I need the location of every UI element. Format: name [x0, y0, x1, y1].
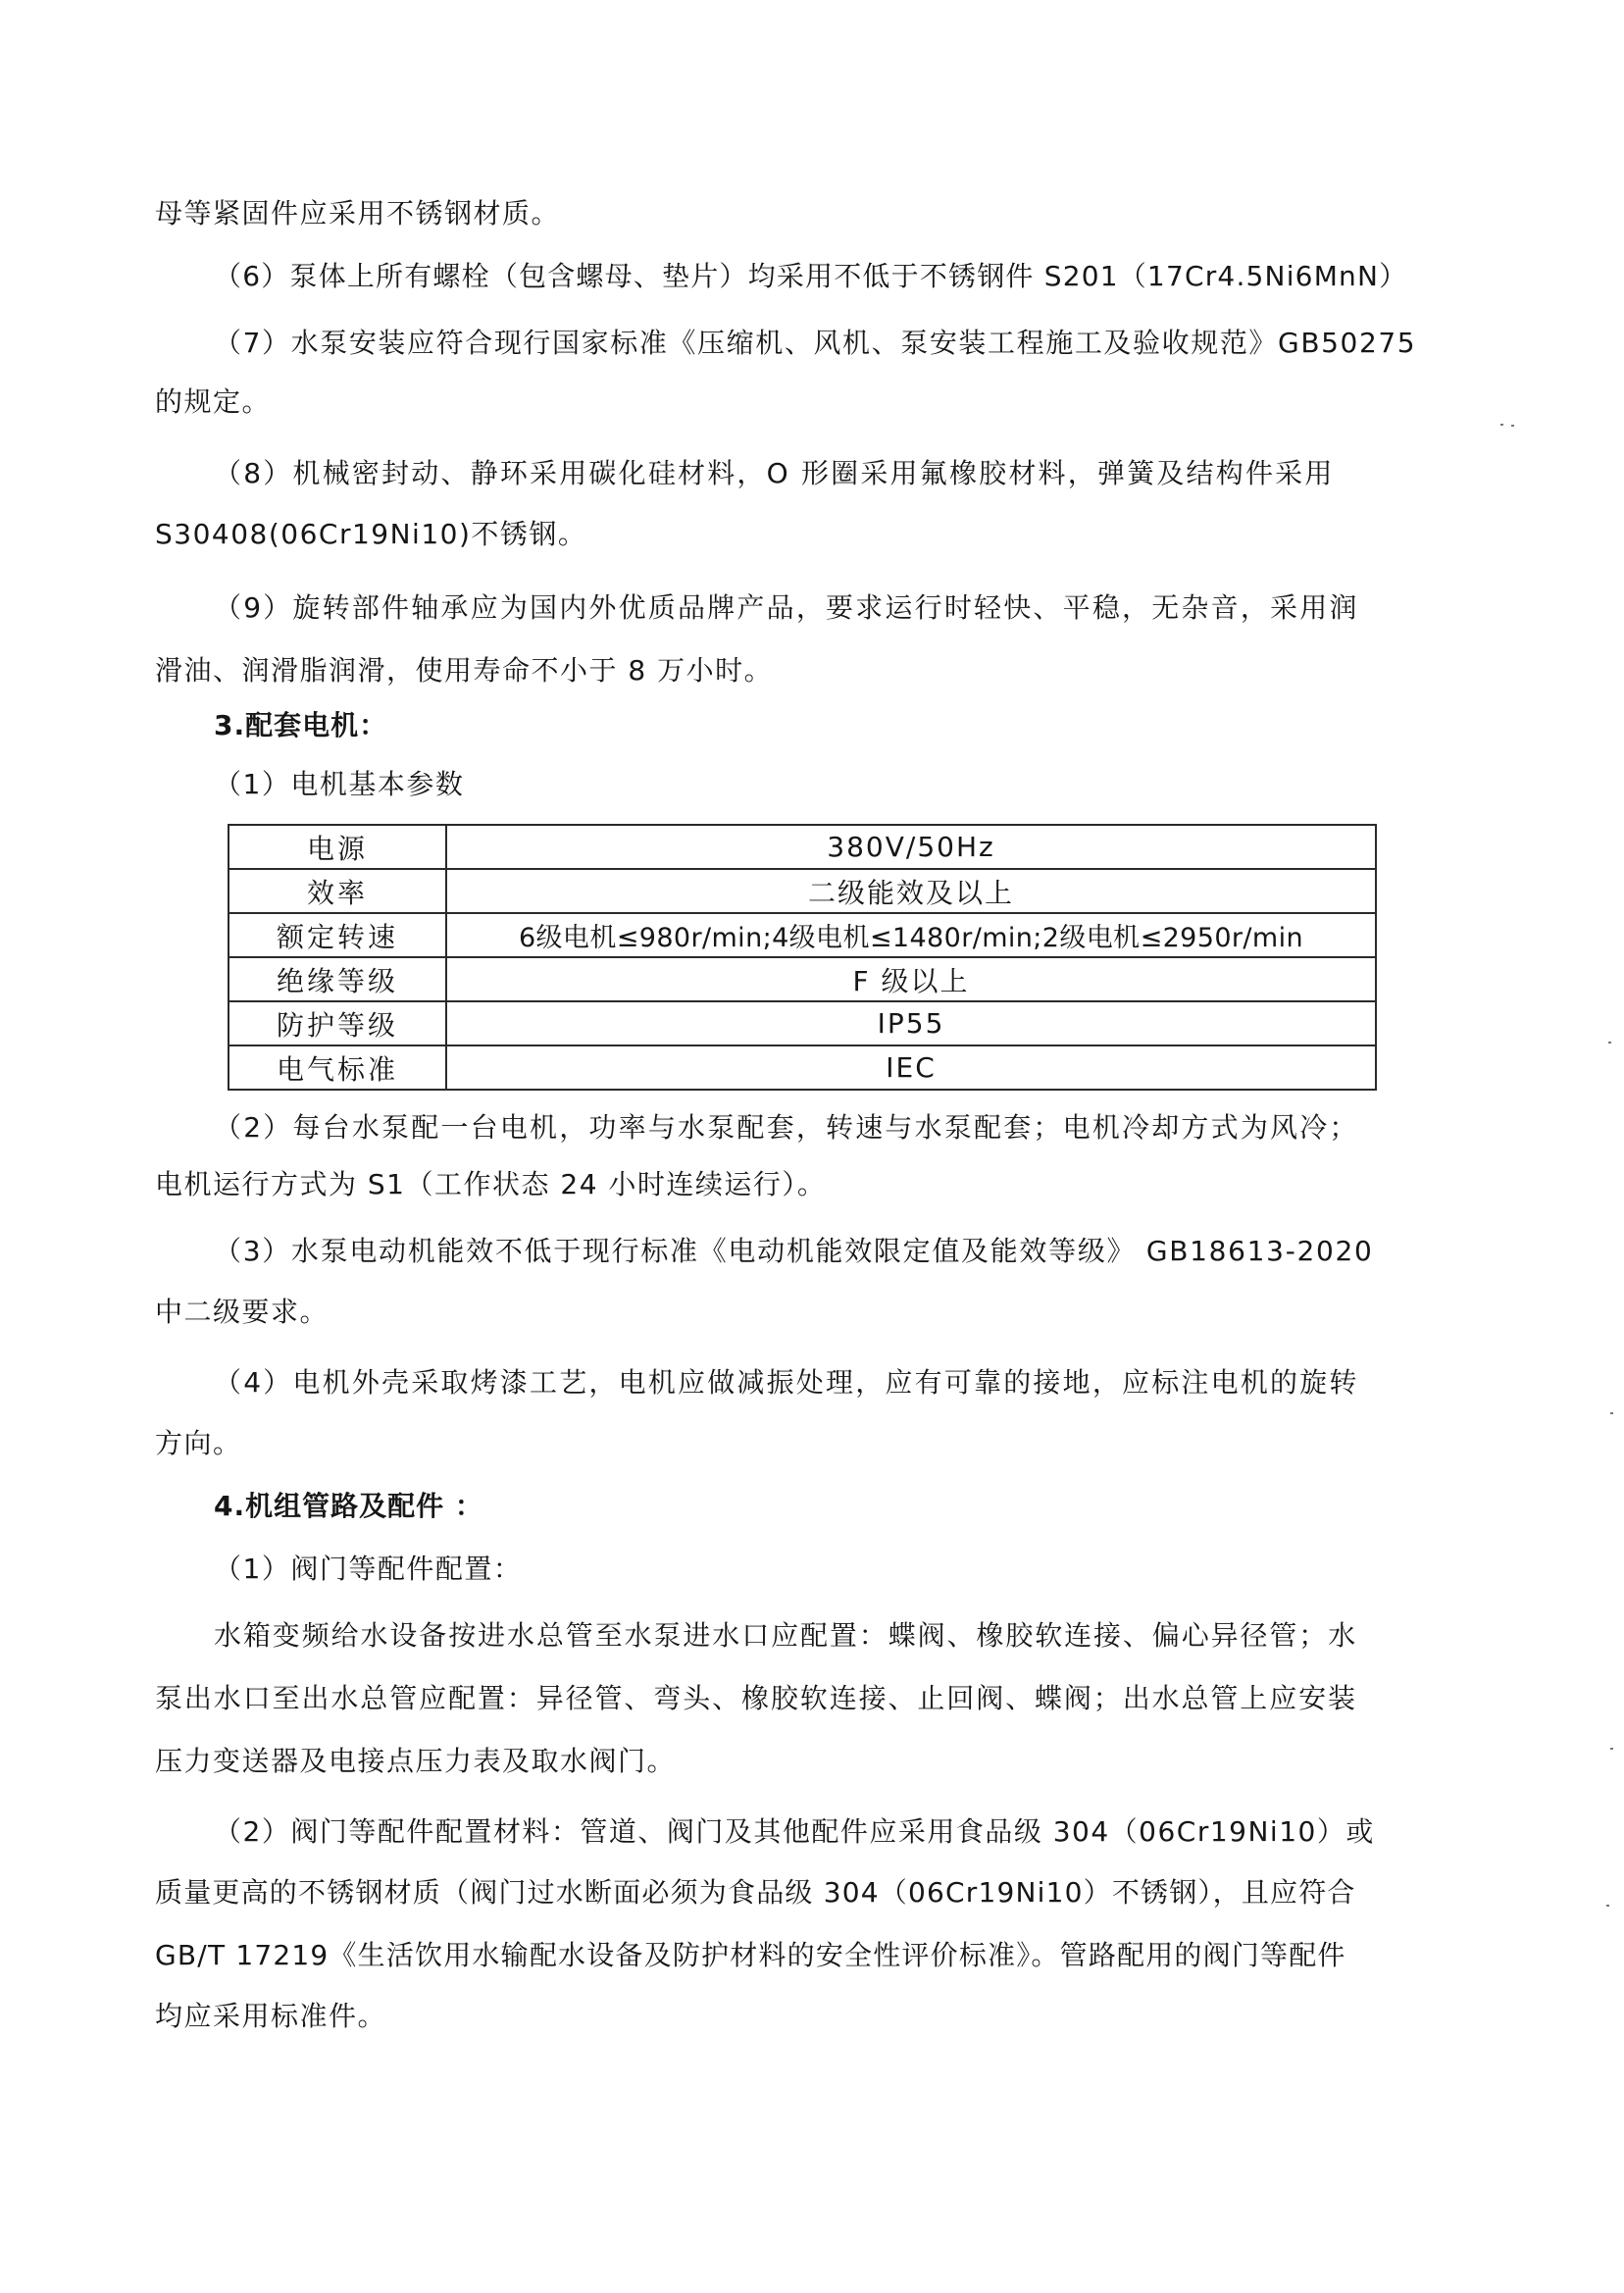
paragraph-motor-4-line2: 方向。 — [155, 1427, 242, 1459]
paragraph-continuation: 母等紧固件应采用不锈钢材质。 — [155, 197, 561, 229]
fittings-material-line4: 均应采用标准件。 — [155, 2000, 387, 2032]
fittings-config-line2: 泵出水口至出水总管应配置：异径管、弯头、橡胶软连接、止回阀、蝶阀；出水总管上应安装 — [155, 1682, 1357, 1714]
scan-speck — [1610, 1748, 1613, 1750]
section-4-heading: 4.机组管路及配件 ： — [214, 1490, 483, 1522]
scan-speck — [1511, 425, 1514, 427]
section-3-heading: 3.配套电机： — [214, 709, 388, 741]
param-value: IP55 — [446, 1001, 1376, 1045]
param-value: 380V/50Hz — [446, 825, 1376, 869]
param-label: 额定转速 — [228, 913, 446, 957]
scan-speck — [1610, 1412, 1613, 1414]
param-label: 效率 — [228, 869, 446, 913]
paragraph-item-7-line1: （7）水泵安装应符合现行国家标准《压缩机、风机、泵安装工程施工及验收规范》GB50275 — [214, 327, 1417, 359]
table-row — [228, 913, 1376, 957]
paragraph-item-8-line1: （8）机械密封动、静环采用碳化硅材料，O 形圈采用氟橡胶材料，弹簧及结构件采用 — [214, 457, 1335, 489]
param-value: F 级以上 — [446, 957, 1376, 1001]
paragraph-motor-4-line1: （4）电机外壳采取烤漆工艺，电机应做减振处理，应有可靠的接地，应标注电机的旋转 — [214, 1366, 1359, 1399]
scan-speck — [1500, 424, 1503, 426]
table-row — [228, 1045, 1376, 1090]
table-row — [228, 869, 1376, 913]
param-label: 电气标准 — [228, 1045, 446, 1090]
fittings-material-line3: GB/T 17219《生活饮用水输配水设备及防护材料的安全性评价标准》。管路配用的阀门等配件 — [155, 1939, 1346, 1971]
param-value: 二级能效及以上 — [446, 869, 1376, 913]
fittings-material-line1: （2）阀门等配件配置材料：管道、阀门及其他配件应采用食品级 304（06Cr19Ni10）或 — [214, 1815, 1375, 1848]
paragraph-motor-2-line2: 电机运行方式为 S1（工作状态 24 小时连续运行）。 — [155, 1168, 827, 1200]
param-value: IEC — [446, 1045, 1376, 1090]
fittings-config-line3: 压力变送器及电接点压力表及取水阀门。 — [155, 1745, 677, 1777]
motor-params-table — [228, 824, 1377, 1091]
param-value: 6级电机≤980r/min;4级电机≤1480r/min;2级电机≤2950r/min — [446, 913, 1376, 957]
fittings-material-line2: 质量更高的不锈钢材质（阀门过水断面必须为食品级 304（06Cr19Ni10）不锈钢），且应符合 — [155, 1876, 1356, 1909]
fittings-config-line1: 水箱变频给水设备按进水总管至水泵进水口应配置：蝶阀、橡胶软连接、偏心异径管；水 — [214, 1619, 1358, 1652]
motor-params-caption: （1）电机基本参数 — [214, 768, 465, 800]
paragraph-item-8-line2: S30408(06Cr19Ni10)不锈钢。 — [155, 518, 587, 550]
param-label: 绝缘等级 — [228, 957, 446, 1001]
table-row — [228, 825, 1376, 869]
paragraph-item-9-line1: （9）旋转部件轴承应为国内外优质品牌产品，要求运行时轻快、平稳，无杂音，采用润 — [214, 591, 1359, 624]
param-label: 电源 — [228, 825, 446, 869]
paragraph-item-9-line2: 滑油、润滑脂润滑，使用寿命不小于 8 万小时。 — [155, 654, 774, 687]
table-row — [228, 1001, 1376, 1045]
param-label: 防护等级 — [228, 1001, 446, 1045]
fittings-config-title: （1）阀门等配件配置： — [214, 1553, 523, 1585]
paragraph-motor-3-line1: （3）水泵电动机能效不低于现行标准《电动机能效限定值及能效等级》 GB18613-2020 — [214, 1235, 1374, 1267]
paragraph-item-7-line2: 的规定。 — [155, 385, 272, 418]
paragraph-motor-2-line1: （2）每台水泵配一台电机，功率与水泵配套，转速与水泵配套；电机冷却方式为风冷； — [214, 1111, 1359, 1144]
paragraph-item-6: （6）泵体上所有螺栓（包含螺母、垫片）均采用不低于不锈钢件 S201（17Cr4.5Ni6MnN） — [214, 260, 1408, 292]
scan-speck — [1608, 1042, 1611, 1044]
table-row — [228, 957, 1376, 1001]
scan-speck — [1606, 1905, 1609, 1907]
paragraph-motor-3-line2: 中二级要求。 — [155, 1296, 330, 1328]
